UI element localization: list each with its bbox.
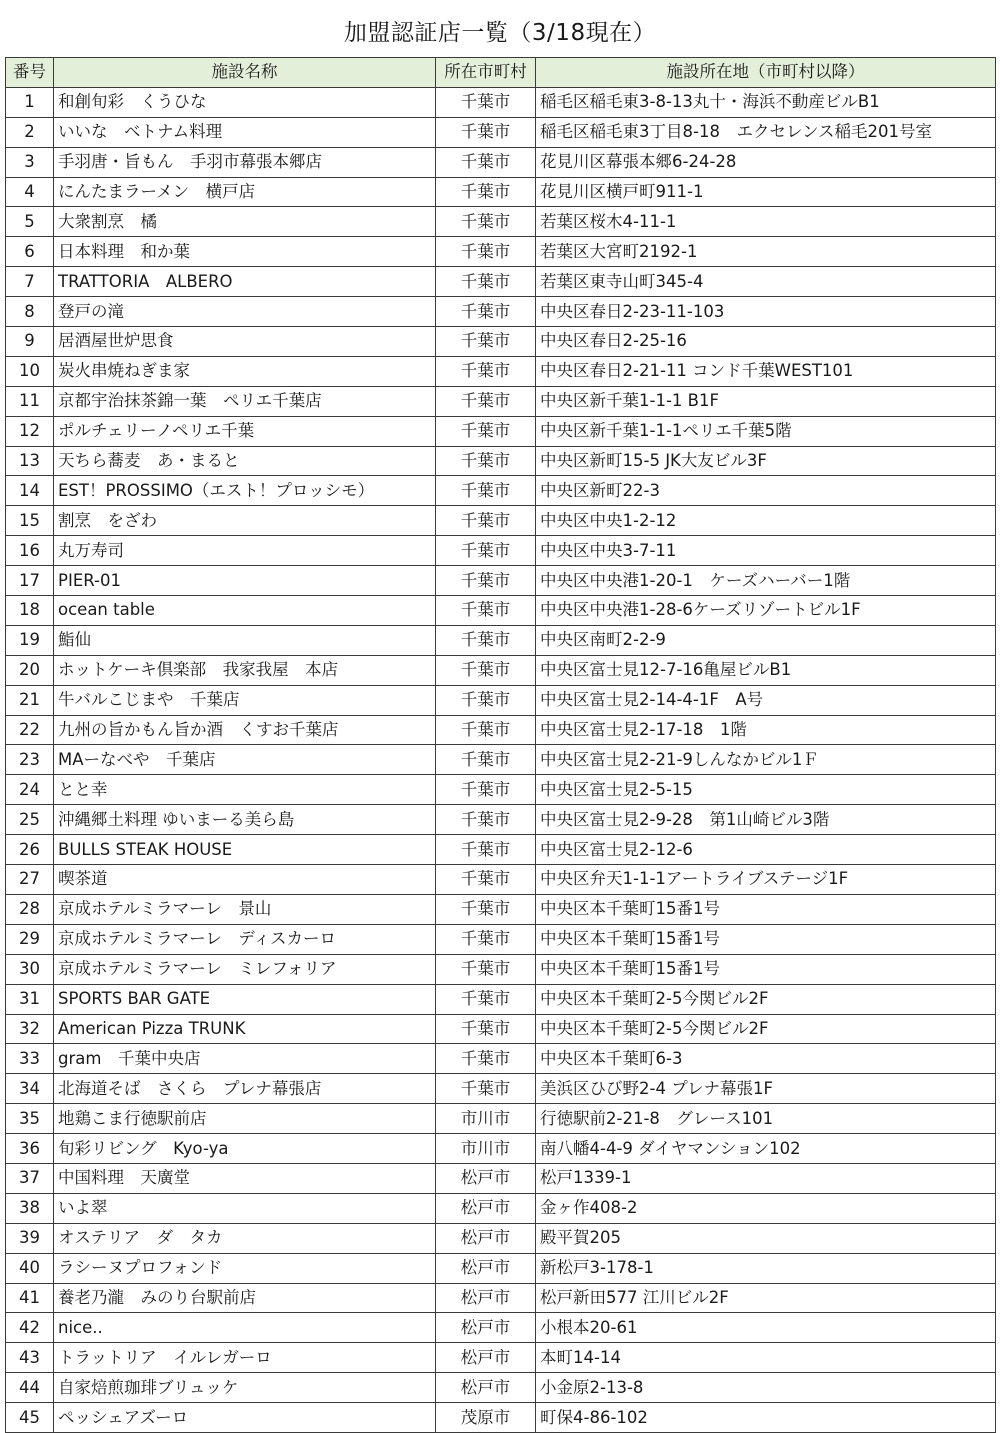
table-row bbox=[6, 566, 996, 596]
store-list-table bbox=[5, 57, 996, 1433]
table-row bbox=[6, 835, 996, 865]
cell-name: トラットリア イルレガーロ bbox=[54, 1343, 436, 1373]
cell-city: 千葉市 bbox=[436, 207, 536, 237]
cell-city: 千葉市 bbox=[436, 297, 536, 327]
cell-number: 9 bbox=[6, 327, 54, 357]
cell-address: 若葉区桜木4-11-1 bbox=[536, 207, 996, 237]
cell-name: いよ翠 bbox=[54, 1193, 436, 1223]
table-row bbox=[6, 625, 996, 655]
cell-name: 丸万寿司 bbox=[54, 536, 436, 566]
header-address: 施設所在地（市町村以降） bbox=[536, 58, 996, 88]
table-row bbox=[6, 805, 996, 835]
table-row bbox=[6, 954, 996, 984]
cell-name: 大衆割烹 橘 bbox=[54, 207, 436, 237]
table-row bbox=[6, 87, 996, 117]
cell-city: 松戸市 bbox=[436, 1283, 536, 1313]
cell-name: 自家焙煎珈琲ブリュッケ bbox=[54, 1373, 436, 1403]
cell-name: 天ちら蕎麦 あ・まると bbox=[54, 446, 436, 476]
cell-number: 17 bbox=[6, 566, 54, 596]
cell-city: 千葉市 bbox=[436, 835, 536, 865]
cell-address: 行徳駅前2-21-8 グレース101 bbox=[536, 1104, 996, 1134]
cell-city: 千葉市 bbox=[436, 655, 536, 685]
cell-number: 36 bbox=[6, 1134, 54, 1164]
table-row bbox=[6, 1104, 996, 1134]
cell-number: 38 bbox=[6, 1193, 54, 1223]
cell-address: 若葉区大宮町2192-1 bbox=[536, 237, 996, 267]
cell-number: 45 bbox=[6, 1403, 54, 1433]
table-row bbox=[6, 1283, 996, 1313]
cell-address: 稲毛区稲毛東3丁目8-18 エクセレンス稲毛201号室 bbox=[536, 117, 996, 147]
table-row bbox=[6, 1223, 996, 1253]
cell-address: 中央区富士見12-7-16亀屋ビルB1 bbox=[536, 655, 996, 685]
cell-address: 花見川区横戸町911-1 bbox=[536, 177, 996, 207]
cell-number: 3 bbox=[6, 147, 54, 177]
table-row bbox=[6, 894, 996, 924]
cell-address: 中央区中央3-7-11 bbox=[536, 536, 996, 566]
cell-city: 千葉市 bbox=[436, 177, 536, 207]
cell-number: 12 bbox=[6, 416, 54, 446]
cell-number: 4 bbox=[6, 177, 54, 207]
cell-address: 中央区新町15-5 JK大友ビル3F bbox=[536, 446, 996, 476]
table-row bbox=[6, 506, 996, 536]
cell-city: 松戸市 bbox=[436, 1343, 536, 1373]
cell-city: 千葉市 bbox=[436, 775, 536, 805]
cell-name: ラシーヌプロフォンド bbox=[54, 1253, 436, 1283]
cell-name: 手羽唐・旨もん 手羽市幕張本郷店 bbox=[54, 147, 436, 177]
cell-city: 茂原市 bbox=[436, 1403, 536, 1433]
table-row bbox=[6, 476, 996, 506]
cell-address: 金ヶ作408-2 bbox=[536, 1193, 996, 1223]
cell-city: 松戸市 bbox=[436, 1223, 536, 1253]
table-row bbox=[6, 356, 996, 386]
cell-number: 26 bbox=[6, 835, 54, 865]
cell-city: 千葉市 bbox=[436, 984, 536, 1014]
cell-number: 35 bbox=[6, 1104, 54, 1134]
table-body bbox=[6, 87, 996, 1432]
cell-number: 1 bbox=[6, 87, 54, 117]
cell-name: 割烹 をざわ bbox=[54, 506, 436, 536]
cell-name: オステリア ダ タカ bbox=[54, 1223, 436, 1253]
cell-city: 千葉市 bbox=[436, 446, 536, 476]
cell-city: 千葉市 bbox=[436, 1044, 536, 1074]
table-row bbox=[6, 1193, 996, 1223]
table-row bbox=[6, 1163, 996, 1193]
cell-address: 中央区富士見2-14-4-1F A号 bbox=[536, 685, 996, 715]
cell-name: 鮨仙 bbox=[54, 625, 436, 655]
cell-name: gram 千葉中央店 bbox=[54, 1044, 436, 1074]
cell-city: 千葉市 bbox=[436, 1014, 536, 1044]
cell-number: 8 bbox=[6, 297, 54, 327]
table-row bbox=[6, 177, 996, 207]
cell-city: 千葉市 bbox=[436, 596, 536, 626]
cell-address: 若葉区東寺山町345-4 bbox=[536, 267, 996, 297]
cell-city: 千葉市 bbox=[436, 805, 536, 835]
cell-name: 京成ホテルミラマーレ ミレフォリア bbox=[54, 954, 436, 984]
cell-number: 30 bbox=[6, 954, 54, 984]
cell-address: 中央区新町22-3 bbox=[536, 476, 996, 506]
cell-name: 地鶏こま行徳駅前店 bbox=[54, 1104, 436, 1134]
cell-city: 松戸市 bbox=[436, 1373, 536, 1403]
cell-city: 千葉市 bbox=[436, 327, 536, 357]
cell-address: 中央区本千葉町2-5今関ビル2F bbox=[536, 1014, 996, 1044]
cell-number: 23 bbox=[6, 745, 54, 775]
cell-city: 千葉市 bbox=[436, 267, 536, 297]
header-name: 施設名称 bbox=[54, 58, 436, 88]
cell-address: 中央区富士見2-5-15 bbox=[536, 775, 996, 805]
cell-name: American Pizza TRUNK bbox=[54, 1014, 436, 1044]
cell-city: 千葉市 bbox=[436, 685, 536, 715]
cell-address: 南八幡4-4-9 ダイヤマンション102 bbox=[536, 1134, 996, 1164]
cell-number: 43 bbox=[6, 1343, 54, 1373]
cell-number: 39 bbox=[6, 1223, 54, 1253]
table-row bbox=[6, 1044, 996, 1074]
cell-address: 美浜区ひび野2-4 プレナ幕張1F bbox=[536, 1074, 996, 1104]
cell-address: 中央区富士見2-12-6 bbox=[536, 835, 996, 865]
cell-address: 中央区新千葉1-1-1ペリエ千葉5階 bbox=[536, 416, 996, 446]
cell-address: 本町14-14 bbox=[536, 1343, 996, 1373]
cell-name: MAーなべや 千葉店 bbox=[54, 745, 436, 775]
table-row bbox=[6, 745, 996, 775]
cell-address: 中央区本千葉町15番1号 bbox=[536, 894, 996, 924]
header-number: 番号 bbox=[6, 58, 54, 88]
cell-name: PIER-01 bbox=[54, 566, 436, 596]
cell-address: 中央区中央港1-20-1 ケーズハーバー1階 bbox=[536, 566, 996, 596]
cell-number: 20 bbox=[6, 655, 54, 685]
cell-address: 稲毛区稲毛東3-8-13丸十・海浜不動産ビルB1 bbox=[536, 87, 996, 117]
cell-name: いいな ベトナム料理 bbox=[54, 117, 436, 147]
cell-city: 千葉市 bbox=[436, 745, 536, 775]
cell-address: 小根本20-61 bbox=[536, 1313, 996, 1343]
cell-address: 松戸1339-1 bbox=[536, 1163, 996, 1193]
cell-city: 千葉市 bbox=[436, 87, 536, 117]
table-row bbox=[6, 865, 996, 895]
cell-name: SPORTS BAR GATE bbox=[54, 984, 436, 1014]
table-row bbox=[6, 1313, 996, 1343]
cell-name: 喫茶道 bbox=[54, 865, 436, 895]
cell-address: 中央区本千葉町6-3 bbox=[536, 1044, 996, 1074]
cell-address: 殿平賀205 bbox=[536, 1223, 996, 1253]
cell-number: 18 bbox=[6, 596, 54, 626]
cell-address: 中央区春日2-23-11-103 bbox=[536, 297, 996, 327]
cell-name: ポルチェリーノペリエ千葉 bbox=[54, 416, 436, 446]
cell-address: 中央区新千葉1-1-1 B1F bbox=[536, 386, 996, 416]
table-row bbox=[6, 416, 996, 446]
cell-number: 32 bbox=[6, 1014, 54, 1044]
cell-name: 日本料理 和か葉 bbox=[54, 237, 436, 267]
cell-name: 沖縄郷土料理 ゆいまーる美ら島 bbox=[54, 805, 436, 835]
cell-address: 松戸新田577 江川ビル2F bbox=[536, 1283, 996, 1313]
cell-city: 市川市 bbox=[436, 1134, 536, 1164]
cell-number: 41 bbox=[6, 1283, 54, 1313]
cell-number: 34 bbox=[6, 1074, 54, 1104]
cell-city: 千葉市 bbox=[436, 865, 536, 895]
cell-address: 小金原2-13-8 bbox=[536, 1373, 996, 1403]
table-header-row bbox=[6, 58, 996, 88]
cell-name: 京成ホテルミラマーレ ディスカーロ bbox=[54, 924, 436, 954]
cell-name: ホットケーキ倶楽部 我家我屋 本店 bbox=[54, 655, 436, 685]
cell-number: 31 bbox=[6, 984, 54, 1014]
cell-city: 千葉市 bbox=[436, 715, 536, 745]
cell-number: 5 bbox=[6, 207, 54, 237]
table-row bbox=[6, 207, 996, 237]
cell-number: 11 bbox=[6, 386, 54, 416]
cell-city: 松戸市 bbox=[436, 1313, 536, 1343]
cell-address: 新松戸3-178-1 bbox=[536, 1253, 996, 1283]
table-row bbox=[6, 1373, 996, 1403]
cell-number: 21 bbox=[6, 685, 54, 715]
cell-address: 中央区本千葉町15番1号 bbox=[536, 924, 996, 954]
cell-name: ペッシェアズーロ bbox=[54, 1403, 436, 1433]
cell-number: 14 bbox=[6, 476, 54, 506]
cell-city: 千葉市 bbox=[436, 147, 536, 177]
cell-address: 中央区本千葉町15番1号 bbox=[536, 954, 996, 984]
table-row bbox=[6, 117, 996, 147]
cell-city: 千葉市 bbox=[436, 356, 536, 386]
cell-name: BULLS STEAK HOUSE bbox=[54, 835, 436, 865]
cell-number: 15 bbox=[6, 506, 54, 536]
cell-address: 中央区春日2-21-11 コンド千葉WEST101 bbox=[536, 356, 996, 386]
cell-name: 和創旬彩 くうひな bbox=[54, 87, 436, 117]
cell-name: 北海道そば さくら プレナ幕張店 bbox=[54, 1074, 436, 1104]
cell-city: 千葉市 bbox=[436, 625, 536, 655]
cell-city: 松戸市 bbox=[436, 1253, 536, 1283]
table-row bbox=[6, 984, 996, 1014]
cell-number: 10 bbox=[6, 356, 54, 386]
cell-city: 千葉市 bbox=[436, 894, 536, 924]
cell-address: 中央区富士見2-17-18 1階 bbox=[536, 715, 996, 745]
cell-address: 町保4-86-102 bbox=[536, 1403, 996, 1433]
table-row bbox=[6, 775, 996, 805]
cell-address: 中央区春日2-25-16 bbox=[536, 327, 996, 357]
cell-number: 27 bbox=[6, 865, 54, 895]
cell-number: 24 bbox=[6, 775, 54, 805]
table-row bbox=[6, 1074, 996, 1104]
cell-city: 松戸市 bbox=[436, 1193, 536, 1223]
cell-name: とと幸 bbox=[54, 775, 436, 805]
cell-city: 千葉市 bbox=[436, 924, 536, 954]
cell-name: 牛バルこじまや 千葉店 bbox=[54, 685, 436, 715]
cell-address: 中央区富士見2-9-28 第1山崎ビル3階 bbox=[536, 805, 996, 835]
table-row bbox=[6, 685, 996, 715]
cell-name: ocean table bbox=[54, 596, 436, 626]
cell-city: 松戸市 bbox=[436, 1163, 536, 1193]
cell-city: 市川市 bbox=[436, 1104, 536, 1134]
cell-number: 25 bbox=[6, 805, 54, 835]
cell-city: 千葉市 bbox=[436, 237, 536, 267]
cell-number: 28 bbox=[6, 894, 54, 924]
cell-city: 千葉市 bbox=[436, 117, 536, 147]
cell-number: 22 bbox=[6, 715, 54, 745]
cell-name: 炭火串焼ねぎま家 bbox=[54, 356, 436, 386]
cell-number: 44 bbox=[6, 1373, 54, 1403]
cell-name: 旬彩リビング Kyo-ya bbox=[54, 1134, 436, 1164]
table-row bbox=[6, 297, 996, 327]
table-row bbox=[6, 1134, 996, 1164]
table-row bbox=[6, 327, 996, 357]
cell-number: 42 bbox=[6, 1313, 54, 1343]
cell-name: 居酒屋世炉思食 bbox=[54, 327, 436, 357]
cell-address: 中央区本千葉町2-5今関ビル2F bbox=[536, 984, 996, 1014]
cell-address: 花見川区幕張本郷6-24-28 bbox=[536, 147, 996, 177]
table-row bbox=[6, 536, 996, 566]
table-row bbox=[6, 267, 996, 297]
cell-name: nice.. bbox=[54, 1313, 436, 1343]
cell-number: 19 bbox=[6, 625, 54, 655]
cell-city: 千葉市 bbox=[436, 506, 536, 536]
table-row bbox=[6, 446, 996, 476]
cell-name: 養老乃瀧 みのり台駅前店 bbox=[54, 1283, 436, 1313]
cell-name: 中国料理 天廣堂 bbox=[54, 1163, 436, 1193]
cell-city: 千葉市 bbox=[436, 536, 536, 566]
document-title: 加盟認証店一覧（3/18現在） bbox=[343, 20, 657, 46]
cell-city: 千葉市 bbox=[436, 1074, 536, 1104]
table-row bbox=[6, 386, 996, 416]
cell-number: 40 bbox=[6, 1253, 54, 1283]
cell-number: 37 bbox=[6, 1163, 54, 1193]
table-row bbox=[6, 1403, 996, 1433]
cell-number: 33 bbox=[6, 1044, 54, 1074]
table-row bbox=[6, 1253, 996, 1283]
cell-city: 千葉市 bbox=[436, 566, 536, 596]
cell-number: 6 bbox=[6, 237, 54, 267]
table-row bbox=[6, 924, 996, 954]
table-row bbox=[6, 147, 996, 177]
cell-city: 千葉市 bbox=[436, 416, 536, 446]
cell-name: 京都宇治抹茶錦一葉 ペリエ千葉店 bbox=[54, 386, 436, 416]
table-row bbox=[6, 1014, 996, 1044]
cell-address: 中央区弁天1-1-1アートライブステージ1F bbox=[536, 865, 996, 895]
cell-number: 29 bbox=[6, 924, 54, 954]
table-row bbox=[6, 715, 996, 745]
cell-city: 千葉市 bbox=[436, 476, 536, 506]
cell-address: 中央区南町2-2-9 bbox=[536, 625, 996, 655]
table-row bbox=[6, 655, 996, 685]
cell-name: TRATTORIA ALBERO bbox=[54, 267, 436, 297]
table-row bbox=[6, 1343, 996, 1373]
cell-name: 京成ホテルミラマーレ 景山 bbox=[54, 894, 436, 924]
table-row bbox=[6, 596, 996, 626]
cell-number: 16 bbox=[6, 536, 54, 566]
cell-city: 千葉市 bbox=[436, 386, 536, 416]
cell-name: 登戸の滝 bbox=[54, 297, 436, 327]
cell-name: 九州の旨かもん旨か酒 くすお千葉店 bbox=[54, 715, 436, 745]
cell-number: 7 bbox=[6, 267, 54, 297]
cell-address: 中央区中央1-2-12 bbox=[536, 506, 996, 536]
cell-number: 2 bbox=[6, 117, 54, 147]
header-city: 所在市町村 bbox=[436, 58, 536, 88]
cell-address: 中央区富士見2-21-9しんなかビル1Ｆ bbox=[536, 745, 996, 775]
cell-address: 中央区中央港1-28-6ケーズリゾートビル1F bbox=[536, 596, 996, 626]
cell-name: EST！PROSSIMO（エスト！プロッシモ） bbox=[54, 476, 436, 506]
cell-number: 13 bbox=[6, 446, 54, 476]
cell-name: にんたまラーメン 横戸店 bbox=[54, 177, 436, 207]
table-row bbox=[6, 237, 996, 267]
cell-city: 千葉市 bbox=[436, 954, 536, 984]
